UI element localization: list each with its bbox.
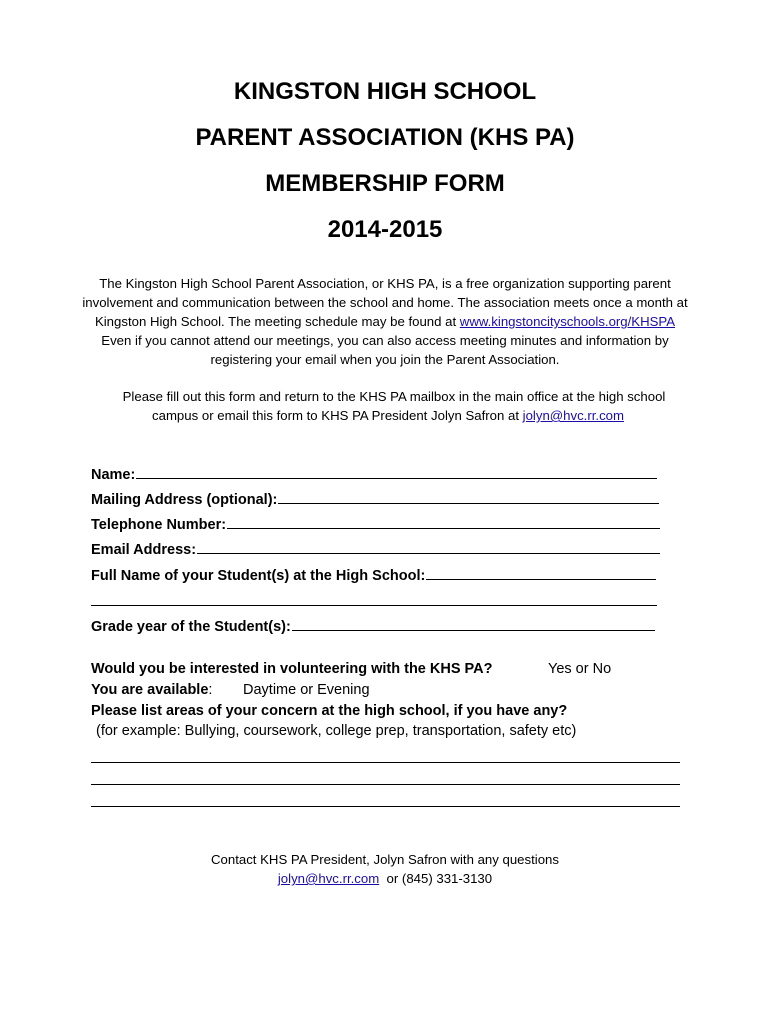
concerns-example: (for example: Bullying, coursework, college prep, transportation, safety etc) [96, 723, 577, 739]
student-name-field[interactable] [91, 564, 656, 584]
title-year: 2014-2015 [327, 216, 443, 243]
khspa-website-link[interactable]: www.kingstoncityschools.org/KHSPA [459, 314, 676, 329]
contact-email-link[interactable]: jolyn@hvc.rr.com [277, 871, 380, 886]
intro-line: Even if you cannot attend our meetings, you can also access meeting minutes and information by [101, 333, 669, 348]
intro-line: registering your email when you join the Parent Association. [210, 352, 560, 367]
availability-colon: : [208, 682, 213, 698]
intro-line: The Kingston High School Parent Association, or KHS PA, is a free organization supporting parent [99, 276, 671, 291]
title-school: KINGSTON HIGH SCHOOL [233, 78, 537, 105]
email-blank[interactable] [197, 553, 660, 554]
grade-year-field[interactable] [91, 615, 655, 635]
intro-line: involvement and communication between the school and home. The association meets once a month at [82, 295, 688, 310]
student-name-extra-line[interactable] [91, 605, 657, 606]
mailing-address-blank[interactable] [278, 503, 659, 504]
availability-label: You are available [91, 682, 209, 698]
president-email-link[interactable]: jolyn@hvc.rr.com [522, 408, 624, 423]
title-association: PARENT ASSOCIATION (KHS PA) [195, 124, 575, 151]
volunteer-question: Would you be interested in volunteering with the KHS PA? [91, 661, 493, 677]
instructions-text: campus or email this form to KHS PA President Jolyn Safron at [152, 408, 523, 423]
availability-options[interactable]: Daytime or Evening [243, 682, 370, 698]
name-blank[interactable] [136, 478, 657, 479]
email-label: Email Address: [91, 542, 197, 558]
intro-paragraph [40, 274, 730, 369]
grade-year-label: Grade year of the Student(s): [91, 619, 291, 635]
contact-phone: or (845) 331-3130 [386, 871, 493, 886]
contact-details [0, 869, 770, 888]
concerns-question: Please list areas of your concern at the high school, if you have any? [91, 703, 568, 719]
intro-text: Kingston High School. The meeting schedule may be found at [94, 314, 460, 329]
student-name-blank[interactable] [426, 579, 656, 580]
intro-line [40, 312, 730, 331]
volunteer-options[interactable]: Yes or No [548, 661, 612, 677]
availability-line [91, 680, 212, 700]
name-field[interactable] [91, 463, 657, 483]
student-name-label: Full Name of your Student(s) at the High School: [91, 568, 426, 584]
mailing-address-field[interactable] [91, 488, 659, 508]
name-label: Name: [91, 467, 136, 483]
instructions-line [40, 406, 730, 425]
telephone-label: Telephone Number: [91, 517, 227, 533]
telephone-field[interactable] [91, 513, 660, 533]
mailing-address-label: Mailing Address (optional): [91, 492, 278, 508]
concerns-line-1[interactable] [91, 762, 680, 763]
contact-line: Contact KHS PA President, Jolyn Safron with any questions [211, 852, 559, 867]
email-field[interactable] [91, 538, 660, 558]
concerns-line-2[interactable] [91, 784, 680, 785]
concerns-line-3[interactable] [91, 806, 680, 807]
telephone-blank[interactable] [227, 528, 660, 529]
title-form: MEMBERSHIP FORM [265, 170, 505, 197]
contact-spacer [379, 871, 386, 886]
instructions-line: Please fill out this form and return to the KHS PA mailbox in the main office at the high school [122, 389, 666, 404]
grade-year-blank[interactable] [292, 630, 655, 631]
instructions-paragraph [40, 387, 730, 425]
